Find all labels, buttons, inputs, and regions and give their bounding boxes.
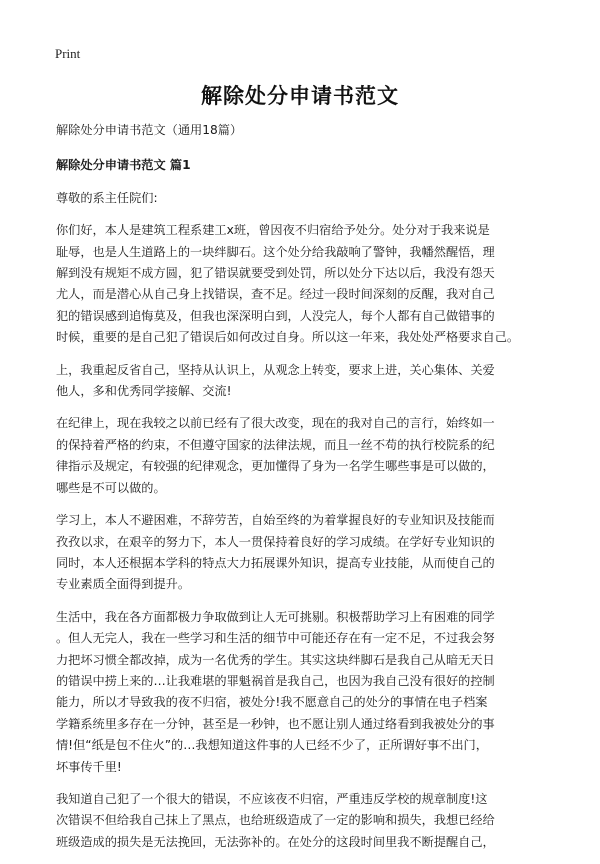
paragraph-line: 我知道自己犯了一个很大的错误，不应该夜不归宿，严重违反学校的规章制度!这: [56, 791, 488, 806]
paragraph-line: 班级造成的损失是无法挽回，无法弥补的。在处分的这段时间里我不断提醒自己，: [56, 834, 495, 849]
paragraph-line: 犯的错误感到追悔莫及，但我也深深明白到，人没完人，每个人都有自己做错事的: [56, 308, 495, 323]
paragraph-line: 他人，多和优秀同学接解、交流!: [56, 384, 232, 399]
paragraph-6: [56, 789, 548, 853]
paragraph-line: 次错误不但给我自己抹上了黑点，也给班级造成了一定的影响和损失，我想已经给: [56, 813, 495, 828]
paragraph-line: 同时，本人还根据本学科的特点大力拓展课外知识，提高专业技能，从而使自己的: [56, 555, 495, 570]
paragraph-line: 学习上，本人不避困难，不辞劳苦，自始至终的为着掌握良好的专业知识及技能而: [56, 513, 495, 528]
paragraph-2: [56, 360, 548, 403]
paragraph-line: 坏事传千里!: [56, 759, 122, 774]
paragraph-line: 尤人，而是潜心从自己身上找错误，查不足。经过一段时间深刻的反醒，我对自己: [56, 287, 495, 302]
paragraph-line: 你们好，本人是建筑工程系建工x班，曾因夜不归宿给予处分。处分对于我来说是: [56, 223, 490, 238]
greeting: 尊敬的系主任院们:: [56, 190, 158, 205]
paragraph-line: 耻辱，也是人生道路上的一块绊脚石。这个处分给我敲响了警钟，我幡然醒悟，理: [56, 244, 495, 259]
paragraph-line: 孜孜以求，在艰辛的努力下，本人一贯保持着良好的学习成绩。在学好专业知识的: [56, 534, 495, 549]
paragraph-line: 上，我重起反省自己，坚持从认识上，从观念上转变，要求上进，关心集体、关爱: [56, 362, 495, 377]
paragraph-line: 的错误中捞上来的…让我难堪的罪魁祸首是我自己，也因为我自己没有很好的控制: [56, 673, 495, 688]
paragraph-line: 专业素质全面得到提升。: [56, 577, 191, 592]
paragraph-5: [56, 607, 548, 778]
paragraph-line: 力把坏习惯全都改掉，成为一名优秀的学生。其实这块绊脚石是我自己从暗无天日: [56, 652, 495, 667]
document-subtitle: 解除处分申请书范文（通用18篇）: [56, 123, 243, 137]
section-heading: 解除处分申请书范文 篇1: [56, 158, 191, 173]
paragraph-3: [56, 413, 548, 499]
paragraph-4: [56, 510, 548, 596]
paragraph-line: 解到没有规矩不成方圆，犯了错误就要受到处罚，所以处分下达以后，我没有怨天: [56, 266, 495, 281]
paragraph-line: 生活中，我在各方面都极力争取做到让人无可挑剔。积极帮助学习上有困难的同学: [56, 609, 495, 624]
paragraph-line: 情!但“纸是包不住火”的…我想知道这件事的人已经不少了，正所谓好事不出门，: [56, 738, 488, 753]
paragraph-line: 。但人无完人，我在一些学习和生活的细节中可能还存在有一定不足，不过我会努: [56, 631, 495, 646]
document-body: [56, 120, 548, 864]
paragraph-line: 能力，所以才导致我的夜不归宿，被处分!我不愿意自己的处分的事情在电子档案: [56, 695, 488, 710]
print-link[interactable]: Print: [55, 46, 81, 61]
paragraph-1: [56, 220, 548, 348]
paragraph-line: 时候，重要的是自己犯了错误后如何改过自身。所以这一年来，我处处严格要求自己。: [56, 330, 520, 345]
document-title: 解除处分申请书范文: [201, 84, 399, 108]
paragraph-line: 哪些是不可以做的。: [56, 480, 166, 495]
paragraph-line: 学籍系统里多存在一分钟，甚至是一秒钟，也不愿让别人通过络看到我被处分的事: [56, 716, 495, 731]
paragraph-line: 在纪律上，现在我较之以前已经有了很大改变，现在的我对自己的言行，始终如一: [56, 416, 495, 431]
paragraph-line: 的保持着严格的约束，不但遵守国家的法律法规，而且一丝不苟的执行校院系的纪: [56, 437, 495, 452]
paragraph-line: 律指示及规定，有较强的纪律观念，更加懂得了身为一名学生哪些事是可以做的，: [56, 459, 495, 474]
